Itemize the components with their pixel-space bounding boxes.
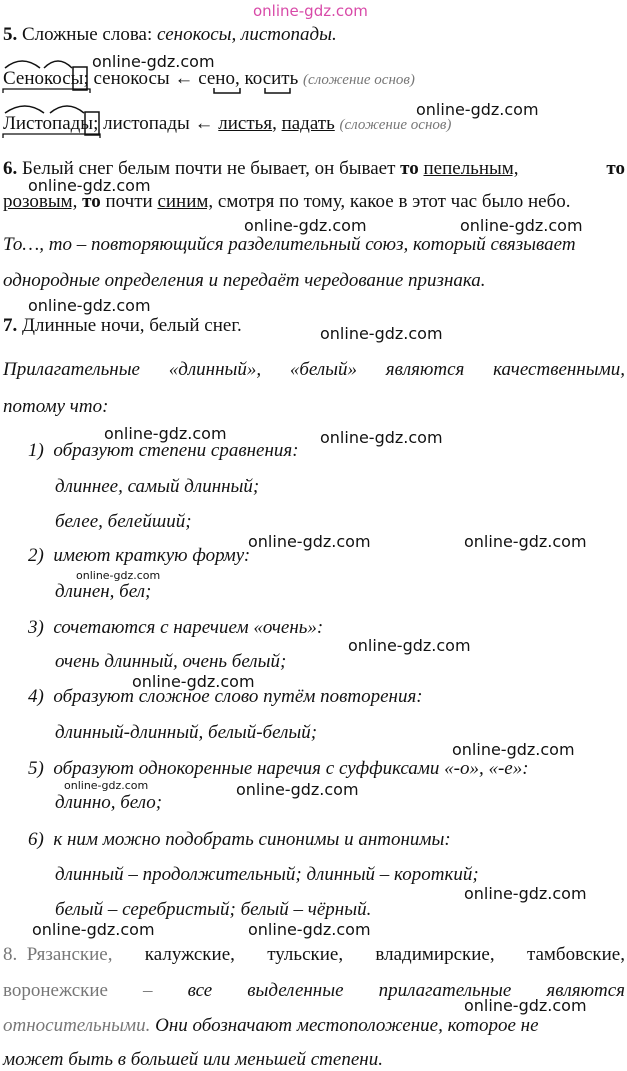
watermark: online-gdz.com: [244, 216, 367, 235]
watermark: online-gdz.com: [248, 920, 371, 939]
sentence-text: Белый снег белым почти не бывает, он бывает: [22, 158, 396, 179]
intro-word: являются: [385, 359, 465, 380]
intro-text: Сложные слова:: [22, 24, 153, 45]
note-open: (сложение основ): [339, 117, 452, 133]
ex6-explanation-line2: однородные определения и передаёт чередование признака.: [3, 270, 486, 291]
watermark: online-gdz.com: [236, 780, 359, 799]
parsed-word: Листопады: [3, 113, 94, 134]
watermark: online-gdz.com: [64, 779, 149, 792]
item-text: к ним можно подобрать синонимы и антонимы:: [53, 829, 451, 850]
watermark: online-gdz.com: [464, 884, 587, 903]
ex6-explanation-line1: То…, то – повторяющийся разделительный союз, который связывает: [3, 234, 576, 255]
watermark: online-gdz.com: [132, 672, 255, 691]
intro-word: качественными,: [493, 359, 625, 380]
ex7-intro-line1: [3, 359, 625, 381]
item-text: имеют краткую форму:: [53, 545, 251, 566]
watermark: online-gdz.com: [452, 740, 575, 759]
item-number: 1): [28, 440, 44, 461]
item-example: очень длинный, очень белый;: [55, 651, 287, 672]
conjunction: то: [606, 158, 625, 179]
item-example: длинный – продолжительный; длинный – короткий;: [55, 864, 479, 885]
item-example: длинно, бело;: [55, 792, 163, 813]
word: –: [143, 980, 153, 1001]
stem-bracket: [3, 89, 90, 93]
root-arc: [44, 61, 72, 68]
watermark: online-gdz.com: [248, 532, 371, 551]
word: относительными.: [3, 1015, 151, 1036]
comma: ,: [234, 68, 240, 89]
word: владимирские,: [375, 944, 495, 965]
note-open: (сложение основ): [303, 72, 415, 88]
root-word: падать: [281, 113, 335, 134]
item-text: образуют сложное слово путём повторения:: [53, 686, 423, 707]
item-example: длиннее, самый длинный;: [55, 476, 260, 497]
item-number: 3): [28, 617, 44, 638]
intro-word: Прилагательные: [3, 359, 140, 380]
word: являются: [546, 980, 625, 1001]
list-item: [28, 545, 250, 567]
sentence-text: смотря по тому, какое в этот час было небо.: [217, 191, 571, 212]
item-number: 2): [28, 545, 44, 566]
watermark: online-gdz.com: [464, 532, 587, 551]
watermark: online-gdz.com: [32, 920, 155, 939]
item-example: белее, белейший;: [55, 511, 192, 532]
sentence-text: Они обозначают местоположение, которое не: [155, 1015, 539, 1036]
watermark: online-gdz.com: [320, 428, 443, 447]
intro-words: сенокосы, листопады.: [157, 24, 337, 45]
item-example: длинный-длинный, белый-белый;: [55, 722, 318, 743]
list-item: [28, 829, 451, 851]
root-arc: [50, 106, 84, 113]
word: Рязанские,: [26, 944, 113, 965]
item-number: 4): [28, 686, 44, 707]
item-text: образуют однокоренные наречия с суффиксами «-о», «-е»:: [53, 758, 529, 779]
ex8-line1: [3, 944, 625, 966]
root-word: сено: [198, 68, 235, 89]
parsed-word: Сенокосы: [3, 68, 84, 89]
exercise-number: 5.: [3, 24, 18, 45]
conjunction: то: [400, 158, 419, 179]
ending-box: [85, 112, 99, 135]
watermark: online-gdz.com: [416, 100, 539, 119]
item-example: белый – серебристый; белый – чёрный.: [55, 899, 372, 920]
exercise-number: 6.: [3, 158, 18, 179]
watermark: online-gdz.com: [104, 424, 227, 443]
sentence-text: Длинные ночи, белый снег.: [22, 315, 242, 336]
conjunction: то: [82, 191, 101, 212]
intro-word: «белый»: [289, 359, 358, 380]
ex8-line4: может быть в большей или меньшей степени.: [3, 1049, 383, 1070]
formation-note: сложение основ: [344, 117, 447, 133]
ex7-heading: [3, 315, 242, 337]
ex8-line3: [3, 1015, 539, 1037]
word: калужские,: [144, 944, 235, 965]
comma: ,: [272, 113, 277, 134]
exercise-number: 8.: [3, 944, 18, 965]
root-arc: [5, 61, 40, 68]
list-item: [28, 758, 529, 780]
watermark: online-gdz.com: [464, 996, 587, 1015]
ending-box: [73, 67, 87, 90]
word: прилагательные: [378, 980, 512, 1001]
word: воронежские: [3, 980, 108, 1001]
watermark: online-gdz.com: [460, 216, 583, 235]
ex7-intro-line2: потому что:: [3, 396, 109, 417]
watermark: online-gdz.com: [76, 569, 161, 582]
item-number: 6): [28, 829, 44, 850]
word-rest: ; листопады ←: [93, 113, 214, 134]
word: все: [187, 980, 213, 1001]
watermark: online-gdz.com: [348, 636, 471, 655]
list-item: [28, 440, 299, 462]
stem-bracket: [3, 134, 100, 138]
watermark: online-gdz.com: [253, 2, 368, 20]
root-mark: [214, 88, 240, 93]
exercise-number: 7.: [3, 315, 18, 336]
watermark: online-gdz.com: [28, 176, 151, 195]
item-number: 5): [28, 758, 44, 779]
watermark: online-gdz.com: [92, 52, 215, 71]
underlined-word: синим,: [157, 191, 214, 212]
item-text: сочетаются с наречием «очень»:: [53, 617, 324, 638]
list-item: [28, 617, 323, 639]
underlined-word: розовым,: [3, 191, 78, 212]
root-word: листья: [218, 113, 273, 134]
word: тамбовские,: [526, 944, 625, 965]
formation-note: сложение основ: [308, 72, 410, 88]
underlined-word: пепельным,: [423, 158, 519, 179]
morpheme-marks: [0, 0, 627, 160]
word: тульские,: [267, 944, 344, 965]
root-word: косить: [244, 68, 299, 89]
watermark: online-gdz.com: [28, 296, 151, 315]
sentence-text: почти: [105, 191, 153, 212]
item-example: длинен, бел;: [55, 581, 152, 602]
word: выделенные: [247, 980, 344, 1001]
item-text: образуют степени сравнения:: [53, 440, 299, 461]
word-rest: ; сенокосы ←: [83, 68, 194, 89]
root-mark: [265, 88, 290, 93]
intro-word: «длинный»,: [168, 359, 262, 380]
root-arc: [5, 106, 44, 113]
watermark: online-gdz.com: [320, 324, 443, 343]
